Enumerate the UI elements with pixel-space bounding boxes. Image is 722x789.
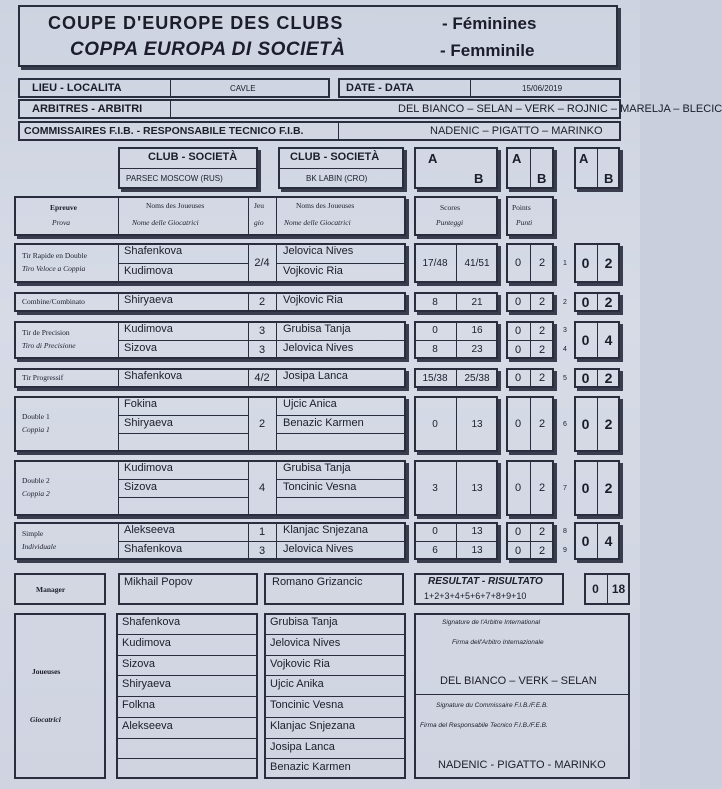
- divider: [118, 497, 248, 498]
- sig-commissaire-fr: Signature du Commissaire F.I.B./F.E.B.: [436, 702, 549, 709]
- divider: [116, 717, 258, 718]
- arbitres-label: ARBITRES - ARBITRI: [32, 103, 143, 115]
- event-number: 6: [563, 420, 567, 428]
- point-b: 2: [538, 482, 546, 494]
- resultat-a: 0: [592, 582, 599, 596]
- event-label-fr: Double 1: [22, 412, 50, 421]
- divider: [276, 396, 277, 452]
- divider: [276, 368, 277, 388]
- event-number: 3: [563, 327, 567, 334]
- ab-b3: B: [604, 171, 614, 186]
- manager-a: Mikhail Popov: [124, 576, 193, 588]
- divider: [116, 758, 258, 759]
- divider: [116, 696, 258, 697]
- divider: [118, 479, 248, 480]
- player-a: Kudimova: [124, 462, 173, 474]
- manager-b: Romano Grizancic: [272, 576, 363, 588]
- event-label-it: Tiro Veloce a Coppia: [22, 264, 86, 273]
- score-b: 25/38: [464, 372, 490, 384]
- point-b: 2: [538, 525, 546, 538]
- player-b: Toncinic Vesna: [283, 480, 357, 493]
- divider: [264, 758, 406, 759]
- divider: [264, 655, 406, 656]
- point-a: 0: [514, 372, 522, 384]
- divider: [116, 634, 258, 635]
- event-label-it: Individuale: [22, 542, 57, 551]
- player-a: Shiryaeva: [124, 416, 173, 429]
- divider: [276, 263, 406, 264]
- total-a: 0: [581, 255, 590, 271]
- jeu-value: 3: [258, 343, 266, 356]
- player-b: Benazic Karmen: [283, 416, 364, 429]
- divider: [264, 696, 406, 697]
- total-b: 2: [604, 370, 613, 386]
- roster-label-box: [14, 613, 106, 779]
- player-b: Grubisa Tanja: [283, 323, 351, 335]
- roster-player-a: Sizova: [122, 657, 156, 670]
- point-a: 0: [514, 257, 522, 269]
- divider: [264, 634, 406, 635]
- col-jeu: Jeu: [254, 201, 264, 210]
- point-a: 0: [514, 324, 522, 337]
- jeu-value: 1: [258, 525, 266, 538]
- player-a: Shafenkova: [124, 543, 183, 555]
- club-b-label: CLUB - SOCIETÀ: [290, 151, 380, 163]
- sig-commissaire-names: NADENIC - PIGATTO - MARINKO: [438, 759, 606, 771]
- point-b: 2: [538, 418, 546, 430]
- total-a: 0: [581, 533, 590, 549]
- col-joueuses: Noms des Joueuses: [146, 201, 205, 210]
- roster-label-fr: Joueuses: [32, 667, 61, 676]
- jeu-value: 2: [258, 418, 266, 430]
- jeu-value: 2: [258, 296, 266, 308]
- player-b: Jelovica Nives: [283, 245, 354, 257]
- title-italian: COPPA EUROPA DI SOCIETÀ: [70, 39, 346, 60]
- score-a: 0: [432, 526, 438, 537]
- event-label-it: Coppia 1: [22, 425, 50, 434]
- point-b: 2: [538, 324, 546, 337]
- score-a: 8: [432, 296, 438, 308]
- total-a: 0: [581, 370, 590, 386]
- roster-player-a: Kudimova: [122, 636, 171, 649]
- score-b: 13: [471, 526, 483, 537]
- ab-a: A: [428, 151, 438, 166]
- scores-header: [414, 196, 498, 236]
- ab-b: B: [474, 171, 484, 186]
- sig-arbitre-names: DEL BIANCO – VERK – SELAN: [440, 675, 597, 687]
- score-a: 6: [432, 545, 438, 556]
- col-gioco: gio: [254, 218, 264, 227]
- total-b: 4: [604, 332, 613, 348]
- club-a-label: CLUB - SOCIETÀ: [148, 151, 238, 163]
- divider: [276, 433, 406, 434]
- title-french: COUPE D'EUROPE DES CLUBS: [48, 13, 344, 33]
- divider: [276, 415, 406, 416]
- divider: [116, 738, 258, 739]
- date-value: 15/06/2019: [522, 84, 563, 93]
- player-a: Sizova: [124, 480, 158, 493]
- col-joueuses-b: Noms des Joueuses: [296, 201, 355, 210]
- jeu-value: 3: [258, 324, 266, 337]
- point-b: 2: [538, 544, 546, 557]
- resultat-label: RESULTAT - RISULTATO: [428, 576, 543, 587]
- point-a: 0: [514, 343, 522, 356]
- point-a: 0: [514, 482, 522, 494]
- event-number: 4: [563, 346, 567, 353]
- roster-player-a: Shiryaeva: [122, 678, 171, 691]
- event-label-it: Coppia 2: [22, 489, 50, 498]
- score-a: 3: [432, 482, 438, 494]
- lieu-value: CAVLE: [230, 84, 256, 93]
- event-number: 9: [563, 547, 567, 554]
- commissaires-label: COMMISSAIRES F.I.B. - RESPONSABILE TECNICO F.I.B.: [24, 125, 304, 137]
- roster-player-a: Folkna: [122, 699, 156, 711]
- divider: [276, 292, 277, 312]
- roster-player-b: Vojkovic Ria: [270, 657, 330, 670]
- event-label-fr: Tir Rapide en Double: [22, 251, 87, 260]
- roster-player-b: Toncinic Vesna: [270, 699, 344, 711]
- club-a-name: PARSEC MOSCOW (RUS): [126, 174, 223, 183]
- player-b: Josipa Lanca: [283, 370, 348, 382]
- player-a: Shafenkova: [124, 370, 183, 382]
- event-label-fr: Combine/Combinato: [22, 297, 85, 306]
- player-a: Shafenkova: [124, 245, 183, 257]
- jeu-value: 3: [258, 544, 266, 557]
- resultat-b: 18: [611, 582, 626, 596]
- divider: [276, 460, 277, 516]
- total-b: 2: [604, 255, 613, 271]
- score-b: 13: [471, 482, 483, 494]
- jeu-value: 4: [258, 482, 266, 494]
- total-a: 0: [581, 294, 590, 310]
- divider: [116, 655, 258, 656]
- date-label: DATE - DATA: [346, 82, 414, 94]
- ab-b2: B: [537, 171, 547, 186]
- player-b: Klanjac Snjezana: [283, 524, 369, 536]
- commissaires-value: NADENIC – PIGATTO – MARINKO: [430, 125, 603, 137]
- point-a: 0: [514, 296, 522, 308]
- total-a: 0: [581, 480, 590, 496]
- roster-player-b: Benazic Karmen: [270, 761, 351, 774]
- event-number: 7: [563, 484, 567, 492]
- score-b: 13: [471, 418, 483, 430]
- divider: [118, 368, 119, 388]
- player-b: Jelovica Nives: [283, 342, 354, 354]
- event-label-fr: Double 2: [22, 476, 50, 485]
- event-number: 8: [563, 528, 567, 535]
- divider: [118, 292, 119, 312]
- event-label-fr: Simple: [22, 529, 44, 538]
- points-header: [506, 196, 554, 236]
- jeu-value: 4/2: [254, 372, 270, 384]
- player-b: Ujcic Anica: [283, 398, 337, 410]
- player-a: Fokina: [124, 398, 158, 410]
- event-number: 2: [563, 298, 567, 306]
- point-b: 2: [538, 296, 546, 308]
- player-b: Grubisa Tanja: [283, 462, 351, 474]
- divider: [118, 433, 248, 434]
- point-b: 2: [538, 343, 546, 356]
- player-a: Kudimova: [124, 323, 173, 335]
- player-a: Sizova: [124, 342, 158, 354]
- divider: [264, 717, 406, 718]
- divider: [276, 497, 406, 498]
- divider: [118, 541, 248, 542]
- divider: [264, 738, 406, 739]
- club-b-name: BK LABIN (CRO): [306, 174, 368, 183]
- divider: [264, 675, 406, 676]
- ab-a2: A: [512, 151, 522, 166]
- roster-label-it: Giocatrici: [30, 715, 61, 724]
- ab-a3: A: [579, 151, 589, 166]
- sig-commissaire-it: Firma del Responsabile Tecnico F.I.B./F.E.B.: [420, 722, 548, 729]
- divider: [118, 263, 248, 264]
- sig-arbitre-fr: Signature de l'Arbitre International: [442, 619, 541, 626]
- total-a: 0: [581, 332, 590, 348]
- point-a: 0: [514, 544, 522, 557]
- score-b: 21: [471, 296, 483, 308]
- divider: [118, 415, 248, 416]
- score-a: 0: [432, 418, 438, 430]
- col-prova: Prova: [52, 218, 71, 227]
- ab-header-scores: [414, 147, 498, 189]
- roster-player-b: Jelovica Nives: [270, 636, 341, 649]
- score-b: 23: [471, 344, 483, 355]
- divider: [118, 340, 248, 341]
- player-a: Alekseeva: [124, 524, 175, 536]
- total-b: 2: [604, 416, 613, 432]
- divider: [116, 675, 258, 676]
- col-epreuve: Epreuve: [50, 203, 77, 212]
- roster-player-a: Alekseeva: [122, 719, 173, 732]
- event-label-fr: Tir de Precision: [22, 328, 70, 337]
- event-number: 1: [563, 259, 567, 267]
- roster-player-b: Josipa Lanca: [270, 740, 335, 753]
- point-b: 2: [538, 372, 546, 384]
- total-b: 2: [604, 294, 613, 310]
- divider: [276, 541, 406, 542]
- score-b: 41/51: [464, 257, 490, 269]
- col-giocatrici: Nome delle Giocatrici: [132, 218, 199, 227]
- manager-label: Manager: [36, 585, 66, 594]
- event-number: 5: [563, 374, 567, 382]
- event-label-it: Tiro di Precisione: [22, 341, 76, 350]
- title-italian-sub: - Femminile: [440, 41, 535, 60]
- divider: [276, 479, 406, 480]
- roster-player-a: Shafenkova: [122, 616, 181, 628]
- roster-player-b: Grubisa Tanja: [270, 616, 338, 628]
- resultat-formula: 1+2+3+4+5+6+7+8+9+10: [424, 591, 527, 601]
- total-a: 0: [581, 416, 590, 432]
- player-b: Vojkovic Ria: [283, 294, 343, 306]
- player-a: Kudimova: [124, 265, 173, 277]
- col-punteggi: Punteggi: [436, 218, 464, 227]
- score-a: 15/38: [422, 372, 448, 384]
- col-punti: Punti: [516, 218, 533, 227]
- player-a: Shiryaeva: [124, 294, 173, 306]
- lieu-label: LIEU - LOCALITA: [32, 82, 122, 94]
- point-b: 2: [538, 257, 546, 269]
- col-points: Points: [512, 203, 531, 212]
- divider: [276, 340, 406, 341]
- roster-player-b: Ujcic Anika: [270, 678, 324, 691]
- total-b: 2: [604, 480, 613, 496]
- jeu-value: 2/4: [254, 257, 270, 269]
- point-a: 0: [514, 525, 522, 538]
- player-b: Vojkovic Ria: [283, 265, 343, 277]
- player-b: Jelovica Nives: [283, 543, 354, 555]
- arbitres-value: DEL BIANCO – SELAN – VERK – ROJNIC – MARELJA – BLECIC: [398, 103, 722, 115]
- score-a: 8: [432, 344, 438, 355]
- sig-arbitre-it: Firma dell'Arbitro Internazionale: [452, 639, 544, 646]
- score-b: 13: [471, 545, 483, 556]
- col-giocatrici-b: Nome delle Giocatrici: [284, 218, 351, 227]
- event-label-fr: Tir Progressif: [22, 373, 64, 382]
- roster-player-b: Klanjac Snjezana: [270, 719, 356, 732]
- col-scores: Scores: [440, 203, 460, 212]
- point-a: 0: [514, 418, 522, 430]
- score-a: 17/48: [422, 257, 448, 269]
- score-b: 16: [471, 325, 483, 336]
- divider: [118, 396, 119, 452]
- divider: [118, 460, 119, 516]
- total-b: 4: [604, 533, 613, 549]
- score-a: 0: [432, 325, 438, 336]
- signature-box: [414, 613, 630, 779]
- title-french-sub: - Féminines: [442, 14, 537, 33]
